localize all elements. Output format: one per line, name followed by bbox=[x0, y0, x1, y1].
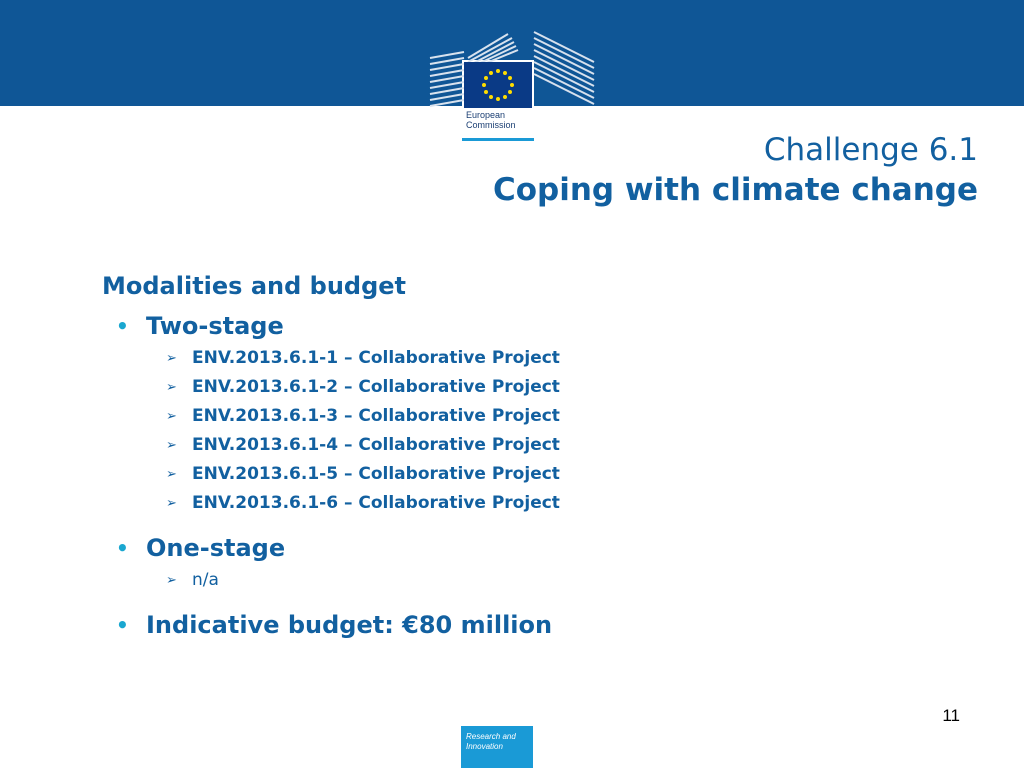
bullet-indicative-budget bbox=[102, 609, 962, 641]
bullet-two-stage bbox=[102, 310, 962, 342]
bullet-dot-icon: • bbox=[116, 613, 129, 637]
eu-flag-icon bbox=[464, 62, 532, 108]
list-item bbox=[102, 566, 962, 595]
badge-line-1: Research and bbox=[466, 732, 516, 741]
list-item-text: ENV.2013.6.1-1 – Collaborative Project bbox=[192, 348, 560, 368]
arrow-bullet-icon: ➢ bbox=[166, 573, 177, 588]
section-heading: Modalities and budget bbox=[102, 272, 407, 300]
list-item bbox=[102, 402, 962, 431]
arrow-bullet-icon: ➢ bbox=[166, 409, 177, 424]
bullet-label: Two-stage bbox=[146, 312, 284, 340]
list-item-text: ENV.2013.6.1-2 – Collaborative Project bbox=[192, 377, 560, 397]
arrow-bullet-icon: ➢ bbox=[166, 380, 177, 395]
list-item bbox=[102, 460, 962, 489]
list-item bbox=[102, 373, 962, 402]
list-item bbox=[102, 431, 962, 460]
logo-label bbox=[464, 110, 536, 130]
list-item bbox=[102, 489, 962, 518]
badge-line-2: Innovation bbox=[466, 742, 503, 751]
title-line-1: Challenge 6.1 bbox=[763, 132, 978, 168]
bullet-label: One-stage bbox=[146, 534, 286, 562]
bullet-dot-icon: • bbox=[116, 314, 129, 338]
arrow-bullet-icon: ➢ bbox=[166, 467, 177, 482]
badge-label bbox=[466, 732, 530, 752]
list-item-text: ENV.2013.6.1-3 – Collaborative Project bbox=[192, 406, 560, 426]
arrow-bullet-icon: ➢ bbox=[166, 438, 177, 453]
bullet-one-stage bbox=[102, 532, 962, 564]
european-commission-logo bbox=[428, 28, 596, 144]
research-innovation-badge bbox=[461, 726, 533, 768]
bullet-dot-icon: • bbox=[116, 536, 129, 560]
arrow-bullet-icon: ➢ bbox=[166, 351, 177, 366]
logo-line-2: Commission bbox=[466, 120, 516, 130]
logo-line-1: European bbox=[466, 110, 506, 120]
slide-title bbox=[278, 130, 978, 210]
list-item-text: ENV.2013.6.1-5 – Collaborative Project bbox=[192, 464, 560, 484]
page-number: 11 bbox=[942, 706, 960, 725]
list-item-text: ENV.2013.6.1-4 – Collaborative Project bbox=[192, 435, 560, 455]
bullet-label: Indicative budget: €80 million bbox=[146, 611, 553, 639]
list-item-text: n/a bbox=[192, 570, 219, 590]
slide-content bbox=[102, 268, 962, 643]
list-item-text: ENV.2013.6.1-6 – Collaborative Project bbox=[192, 493, 560, 513]
title-line-2: Coping with climate change bbox=[493, 172, 978, 208]
list-item bbox=[102, 344, 962, 373]
arrow-bullet-icon: ➢ bbox=[166, 496, 177, 511]
